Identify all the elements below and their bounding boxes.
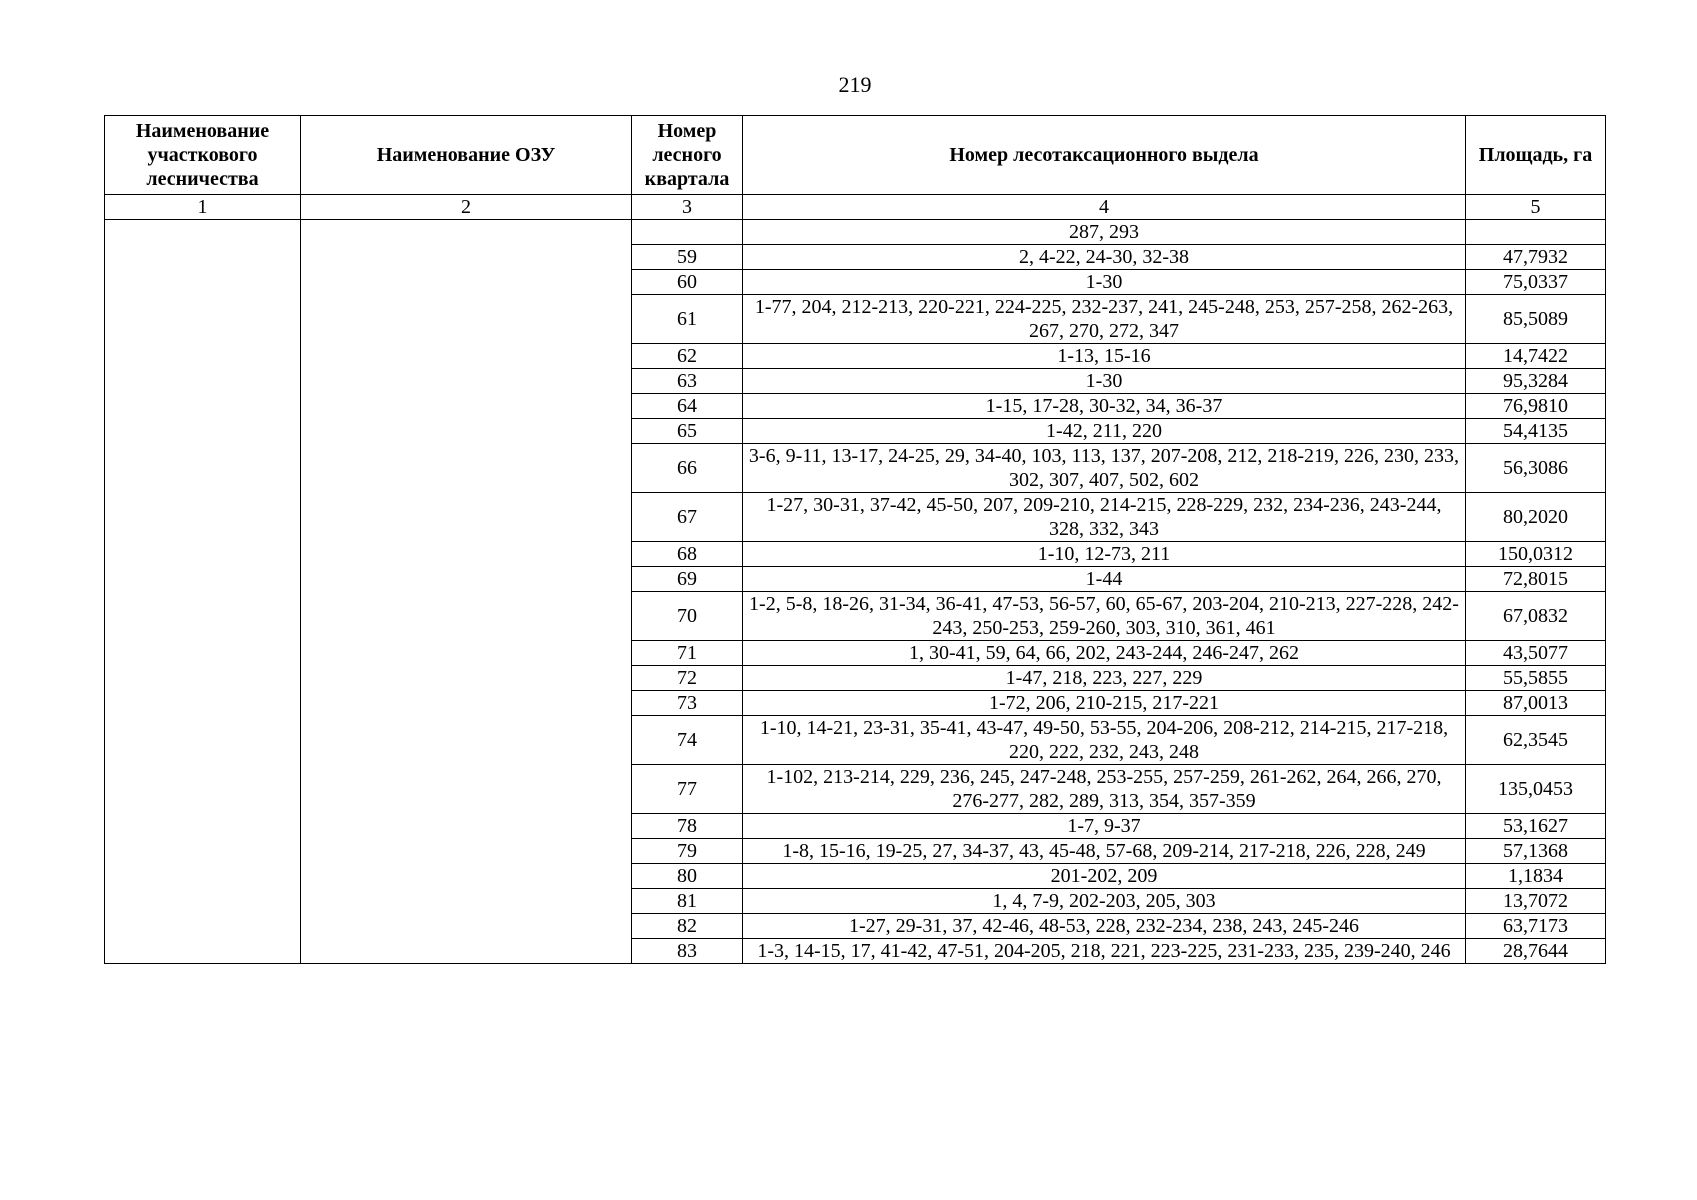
area-cell: 67,0832 — [1466, 592, 1606, 641]
area-cell: 55,5855 — [1466, 666, 1606, 691]
area-cell: 76,9810 — [1466, 394, 1606, 419]
quarter-cell: 61 — [632, 295, 743, 344]
area-cell: 87,0013 — [1466, 691, 1606, 716]
area-cell: 95,3284 — [1466, 369, 1606, 394]
column-number: 4 — [743, 195, 1466, 220]
area-cell: 28,7644 — [1466, 939, 1606, 964]
column-number: 1 — [105, 195, 301, 220]
allotments-cell: 1, 30-41, 59, 64, 66, 202, 243-244, 246-247, 262 — [743, 641, 1466, 666]
allotments-cell: 1-30 — [743, 270, 1466, 295]
area-cell: 135,0453 — [1466, 765, 1606, 814]
allotments-cell: 1-44 — [743, 567, 1466, 592]
header-row — [105, 116, 1606, 195]
column-number: 3 — [632, 195, 743, 220]
header-forestry: Наименование участкового лесничества — [105, 116, 301, 195]
allotments-cell: 3-6, 9-11, 13-17, 24-25, 29, 34-40, 103, 113, 137, 207-208, 212, 218-219, 226, 230, 233, 302, 307, 407, 502, 602 — [743, 444, 1466, 493]
quarter-cell: 82 — [632, 914, 743, 939]
column-number: 5 — [1466, 195, 1606, 220]
area-cell: 14,7422 — [1466, 344, 1606, 369]
allotments-cell: 1-10, 12-73, 211 — [743, 542, 1466, 567]
quarter-cell: 70 — [632, 592, 743, 641]
allotments-cell: 1-27, 29-31, 37, 42-46, 48-53, 228, 232-234, 238, 243, 245-246 — [743, 914, 1466, 939]
quarter-cell: 78 — [632, 814, 743, 839]
area-cell: 13,7072 — [1466, 889, 1606, 914]
quarter-cell: 73 — [632, 691, 743, 716]
header-quarter: Номер лесного квартала — [632, 116, 743, 195]
quarter-cell: 79 — [632, 839, 743, 864]
quarter-cell: 64 — [632, 394, 743, 419]
allotments-cell: 1-30 — [743, 369, 1466, 394]
quarter-cell: 72 — [632, 666, 743, 691]
allotments-cell: 1-10, 14-21, 23-31, 35-41, 43-47, 49-50, 53-55, 204-206, 208-212, 214-215, 217-218, 220, 222, 232, 243, 248 — [743, 716, 1466, 765]
area-cell — [1466, 220, 1606, 245]
allotments-cell: 2, 4-22, 24-30, 32-38 — [743, 245, 1466, 270]
area-cell: 53,1627 — [1466, 814, 1606, 839]
allotments-cell: 1-77, 204, 212-213, 220-221, 224-225, 232-237, 241, 245-248, 253, 257-258, 262-263, 267, 270, 272, 347 — [743, 295, 1466, 344]
allotments-cell: 1-42, 211, 220 — [743, 419, 1466, 444]
forest-allotments-table — [104, 115, 1606, 964]
header-area: Площадь, га — [1466, 116, 1606, 195]
quarter-cell: 63 — [632, 369, 743, 394]
quarter-cell: 68 — [632, 542, 743, 567]
area-cell: 72,8015 — [1466, 567, 1606, 592]
table-body — [105, 220, 1606, 964]
quarter-cell: 83 — [632, 939, 743, 964]
area-cell: 1,1834 — [1466, 864, 1606, 889]
area-cell: 62,3545 — [1466, 716, 1606, 765]
allotments-cell: 1-15, 17-28, 30-32, 34, 36-37 — [743, 394, 1466, 419]
header-ozu: Наименование ОЗУ — [301, 116, 632, 195]
area-cell: 56,3086 — [1466, 444, 1606, 493]
allotments-cell: 1, 4, 7-9, 202-203, 205, 303 — [743, 889, 1466, 914]
area-cell: 85,5089 — [1466, 295, 1606, 344]
allotments-cell: 1-27, 30-31, 37-42, 45-50, 207, 209-210, 214-215, 228-229, 232, 234-236, 243-244, 328, 332, 343 — [743, 493, 1466, 542]
allotments-cell: 287, 293 — [743, 220, 1466, 245]
quarter-cell: 66 — [632, 444, 743, 493]
allotments-cell: 1-2, 5-8, 18-26, 31-34, 36-41, 47-53, 56-57, 60, 65-67, 203-204, 210-213, 227-228, 242-243, 250-253, 259-260, 303, 310, 361, 461 — [743, 592, 1466, 641]
allotments-cell: 1-102, 213-214, 229, 236, 245, 247-248, 253-255, 257-259, 261-262, 264, 266, 270, 276-277, 282, 289, 313, 354, 357-359 — [743, 765, 1466, 814]
area-cell: 75,0337 — [1466, 270, 1606, 295]
area-cell: 47,7932 — [1466, 245, 1606, 270]
allotments-cell: 1-13, 15-16 — [743, 344, 1466, 369]
ozu-name-cell — [301, 220, 632, 964]
quarter-cell: 80 — [632, 864, 743, 889]
header-allotments: Номер лесотаксационного выдела — [743, 116, 1466, 195]
forestry-name-cell — [105, 220, 301, 964]
allotments-cell: 1-8, 15-16, 19-25, 27, 34-37, 43, 45-48, 57-68, 209-214, 217-218, 226, 228, 249 — [743, 839, 1466, 864]
column-number: 2 — [301, 195, 632, 220]
table-row — [105, 220, 1606, 245]
quarter-cell: 77 — [632, 765, 743, 814]
area-cell: 54,4135 — [1466, 419, 1606, 444]
allotments-cell: 201-202, 209 — [743, 864, 1466, 889]
allotments-cell: 1-72, 206, 210-215, 217-221 — [743, 691, 1466, 716]
area-cell: 43,5077 — [1466, 641, 1606, 666]
column-number-row — [105, 195, 1606, 220]
quarter-cell: 71 — [632, 641, 743, 666]
area-cell: 57,1368 — [1466, 839, 1606, 864]
allotments-cell: 1-7, 9-37 — [743, 814, 1466, 839]
quarter-cell: 67 — [632, 493, 743, 542]
quarter-cell: 74 — [632, 716, 743, 765]
quarter-cell: 59 — [632, 245, 743, 270]
quarter-cell — [632, 220, 743, 245]
quarter-cell: 69 — [632, 567, 743, 592]
page-number: 219 — [838, 72, 872, 97]
quarter-cell: 81 — [632, 889, 743, 914]
area-cell: 80,2020 — [1466, 493, 1606, 542]
quarter-cell: 60 — [632, 270, 743, 295]
allotments-cell: 1-47, 218, 223, 227, 229 — [743, 666, 1466, 691]
quarter-cell: 65 — [632, 419, 743, 444]
allotments-cell: 1-3, 14-15, 17, 41-42, 47-51, 204-205, 218, 221, 223-225, 231-233, 235, 239-240, 246 — [743, 939, 1466, 964]
area-cell: 150,0312 — [1466, 542, 1606, 567]
quarter-cell: 62 — [632, 344, 743, 369]
area-cell: 63,7173 — [1466, 914, 1606, 939]
